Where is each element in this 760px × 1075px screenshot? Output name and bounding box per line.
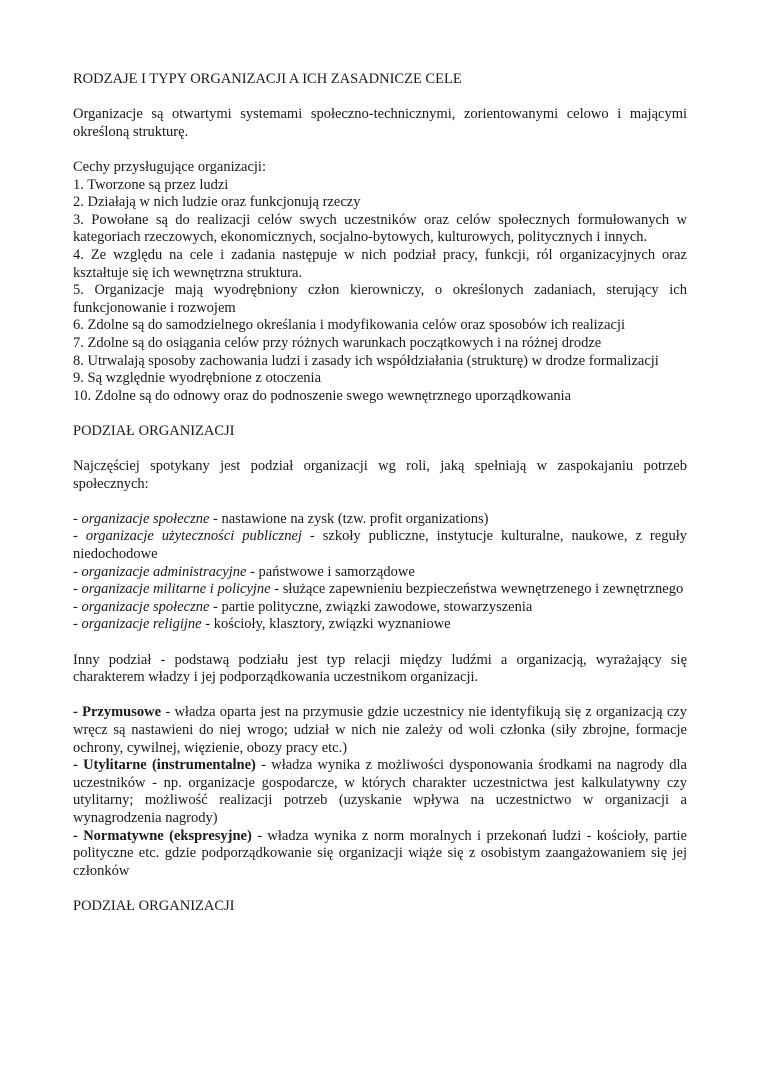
- features-list: [73, 177, 687, 406]
- list-item: 6. Zdolne są do samodzielnego określania i modyfikowania celów oraz sposobów ich realizacji: [73, 317, 626, 334]
- document-title: RODZAJE I TYPY ORGANIZACJI A ICH ZASADNICZE CELE: [73, 71, 462, 87]
- section-intro: Najczęściej spotykany jest podział organizacji wg roli, jaką spełniają w zaspokajaniu potrzeb społecznych:: [73, 458, 687, 492]
- list-item: [73, 564, 687, 582]
- features-heading: Cechy przysługujące organizacji:: [73, 158, 266, 175]
- role-term: organizacje użyteczności publicznej: [85, 528, 302, 545]
- roles-list: [73, 511, 687, 634]
- list-item: [73, 581, 687, 599]
- list-item: 2. Działają w nich ludzie oraz funkcjonują rzeczy: [73, 194, 361, 211]
- role-description: - nastawione na zysk (tzw. profit organizations): [209, 510, 489, 527]
- list-item: 4. Ze względu na cele i zadania następuje w nich podział pracy, funkcji, ról organizacyjnych oraz kształtuje się ich wewnętrzna struktura.: [73, 246, 687, 281]
- list-item: [73, 757, 687, 827]
- list-item: 8. Utrwalają sposoby zachowania ludzi i zasady ich współdziałania (strukturę) w drodze formalizacji: [73, 352, 659, 369]
- power-term: - Normatywne (ekspresyjne): [73, 827, 252, 844]
- power-description: - władza wynika z możliwości dysponowania środkami na nagrody dla uczestników - np. organizacje gospodarcze, w których charakter uczestnictwa jest kalkulatywny czy utylitarny; możliwość realizacji potrzeb (uzyskanie wpływa na uczestnictwo w organizacji a wynagrodzenia nagrody): [73, 757, 687, 826]
- list-item: [73, 511, 687, 529]
- list-dash: -: [73, 563, 82, 580]
- role-term: organizacje społeczne: [81, 510, 210, 527]
- list-dash: -: [73, 528, 86, 545]
- list-dash: -: [73, 598, 82, 615]
- list-dash: -: [73, 510, 82, 527]
- list-item: 3. Powołane są do realizacji celów swych uczestników oraz celów społecznych formułowanych w kategoriach rzeczowych, ekonomicznych, socjalno-bytowych, kulturowych, politycznych i innych.: [73, 211, 687, 246]
- power-types-list: [73, 704, 687, 880]
- document-page: [73, 71, 687, 916]
- list-item: [73, 704, 687, 757]
- power-description: - władza oparta jest na przymusie gdzie uczestnicy nie identyfikują się z organizacją czy wręcz są nastawieni do niej wrogo; udział w nich nie zależy od woli członka (siły zbrojne, formacje ochrony, cywilnej, więzienie, obozy pracy etc.): [73, 704, 687, 756]
- list-item: 1. Tworzone są przez ludzi: [73, 176, 229, 193]
- role-description: - szkoły publiczne, instytucje kulturalne, naukowe, z reguły niedochodowe: [73, 528, 687, 563]
- role-term: organizacje militarne i policyjne: [81, 581, 271, 598]
- list-dash: -: [73, 616, 82, 633]
- section-heading: PODZIAŁ ORGANIZACJI: [73, 897, 235, 914]
- role-term: organizacje społeczne: [81, 598, 210, 615]
- role-description: - państwowe i samorządowe: [246, 563, 415, 580]
- intro-paragraph: Organizacje są otwartymi systemami społeczno-technicznymi, zorientowanymi celowo i mającymi określoną strukturę.: [73, 106, 687, 140]
- list-item: [73, 616, 687, 634]
- power-description: - władza wynika z norm moralnych i przekonań ludzi - kościoły, partie polityczne etc. gdzie podporządkowanie się organizacji wiąże się z osobistym zaangażowaniem się jej członków: [73, 827, 687, 879]
- role-term: organizacje administracyjne: [81, 563, 247, 580]
- role-term: organizacje religijne: [81, 616, 202, 633]
- list-item: 5. Organizacje mają wyodrębniony człon kierowniczy, o określonych zadaniach, sterujący ich funkcjonowanie i rozwojem: [73, 282, 687, 316]
- list-dash: -: [73, 581, 82, 598]
- section-heading: PODZIAŁ ORGANIZACJI: [73, 422, 235, 439]
- power-term: - Utylitarne (instrumentalne): [73, 757, 256, 774]
- list-item: 7. Zdolne są do osiągania celów przy różnych warunkach początkowych i na różnej drodze: [73, 334, 602, 351]
- role-description: - partie polityczne, związki zawodowe, stowarzyszenia: [209, 598, 533, 615]
- role-description: - kościoły, klasztory, związki wyznaniowe: [201, 616, 451, 633]
- role-description: - służące zapewnieniu bezpieczeństwa wewnętrzenego i zewnętrznego: [270, 581, 684, 598]
- relation-intro: Inny podział - podstawą podziału jest typ relacji między ludźmi a organizacją, wyrażający się charakterem władzy i jej podporządkowania uczestnikom organizacji.: [73, 651, 687, 686]
- list-item: 9. Są względnie wyodrębnione z otoczenia: [73, 370, 322, 387]
- list-item: 10. Zdolne są do odnowy oraz do podnoszenie swego wewnętrznego uporządkowania: [73, 387, 572, 404]
- list-item: [73, 528, 687, 563]
- list-item: [73, 828, 687, 881]
- list-item: [73, 599, 687, 617]
- power-term: - Przymusowe: [73, 704, 162, 721]
